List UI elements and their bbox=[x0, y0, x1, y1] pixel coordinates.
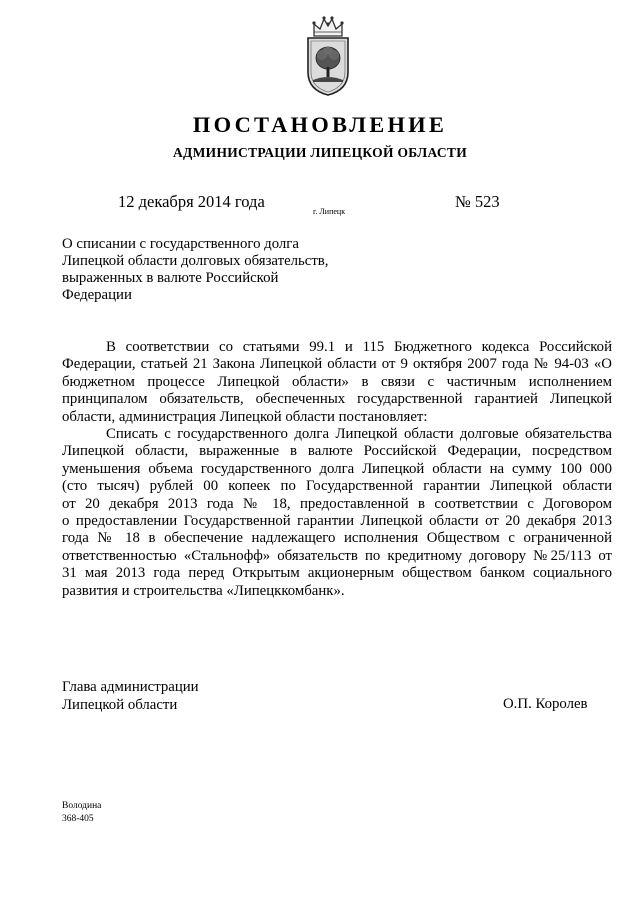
body-line: принципалом обязательств, обеспеченных государственной гарантией Липецкой bbox=[62, 391, 612, 408]
subject-line: Липецкой области долговых обязательств, bbox=[62, 253, 329, 269]
executor-name: Володина bbox=[62, 801, 102, 811]
body-line: области, администрация Липецкой области постановляет: bbox=[62, 408, 428, 425]
subject-line: выраженных в валюте Российской bbox=[62, 270, 279, 286]
document-body bbox=[62, 339, 612, 600]
body-line: (сто тысяч) рублей 00 копеек по Государственной гарантии Липецкой области bbox=[62, 478, 612, 495]
signatory-position-line: Липецкой области bbox=[62, 697, 178, 713]
body-line: года № 18 в обеспечение надлежащего исполнения Обществом с ограниченной bbox=[62, 530, 612, 547]
signatory-name: О.П. Королев bbox=[503, 696, 588, 712]
executor-phone: 368-405 bbox=[62, 814, 94, 824]
body-line: развития и строительства «Липецккомбанк». bbox=[62, 582, 345, 599]
coat-of-arms-icon bbox=[300, 14, 356, 98]
body-line: Федерации, статьей 21 Закона Липецкой области от 9 октября 2007 года № 94-03 «О bbox=[62, 356, 612, 373]
preamble-paragraph bbox=[62, 339, 612, 426]
signatory-position bbox=[62, 678, 199, 714]
resolution-paragraph bbox=[62, 426, 612, 600]
subject-line: Федерации bbox=[62, 287, 132, 303]
document-date: 12 декабря 2014 года bbox=[118, 192, 265, 211]
body-line: о предоставлении Государственной гарантии Липецкой области от 20 декабря 2013 bbox=[62, 513, 612, 530]
body-line: ответственностью «Стальнофф» обязательств по кредитному договору №25/113 от bbox=[62, 547, 612, 564]
document-title: ПОСТАНОВЛЕНИЕ bbox=[192, 112, 448, 137]
body-line: Липецкой области, выраженные в валюте Российской Федерации, посредством bbox=[62, 443, 612, 460]
document-subject bbox=[62, 236, 362, 304]
body-line: от 20 декабря 2013 года № 18, предоставленной в соответствии с Договором bbox=[62, 495, 612, 512]
issuing-authority: АДМИНИСТРАЦИИ ЛИПЕЦКОЙ ОБЛАСТИ bbox=[172, 145, 468, 160]
document-city: г. Липецк bbox=[313, 207, 346, 216]
body-line: Списать с государственного долга Липецкой области долговые обязательства bbox=[106, 426, 612, 443]
document-number: № 523 bbox=[455, 192, 500, 211]
executor-info bbox=[62, 800, 101, 826]
body-line: бюджетном процессе Липецкой области» в связи с частичным исполнением bbox=[62, 373, 612, 390]
body-line: уменьшения объема государственного долга Липецкой области на сумму 100 000 bbox=[62, 460, 612, 477]
signatory-position-line: Глава администрации bbox=[62, 679, 199, 695]
subject-line: О списании с государственного долга bbox=[62, 236, 299, 252]
body-line: 31 мая 2013 года перед Открытым акционерным обществом банком социального bbox=[62, 565, 612, 582]
body-line: В соответствии со статьями 99.1 и 115 Бюджетного кодекса Российской bbox=[106, 339, 612, 355]
